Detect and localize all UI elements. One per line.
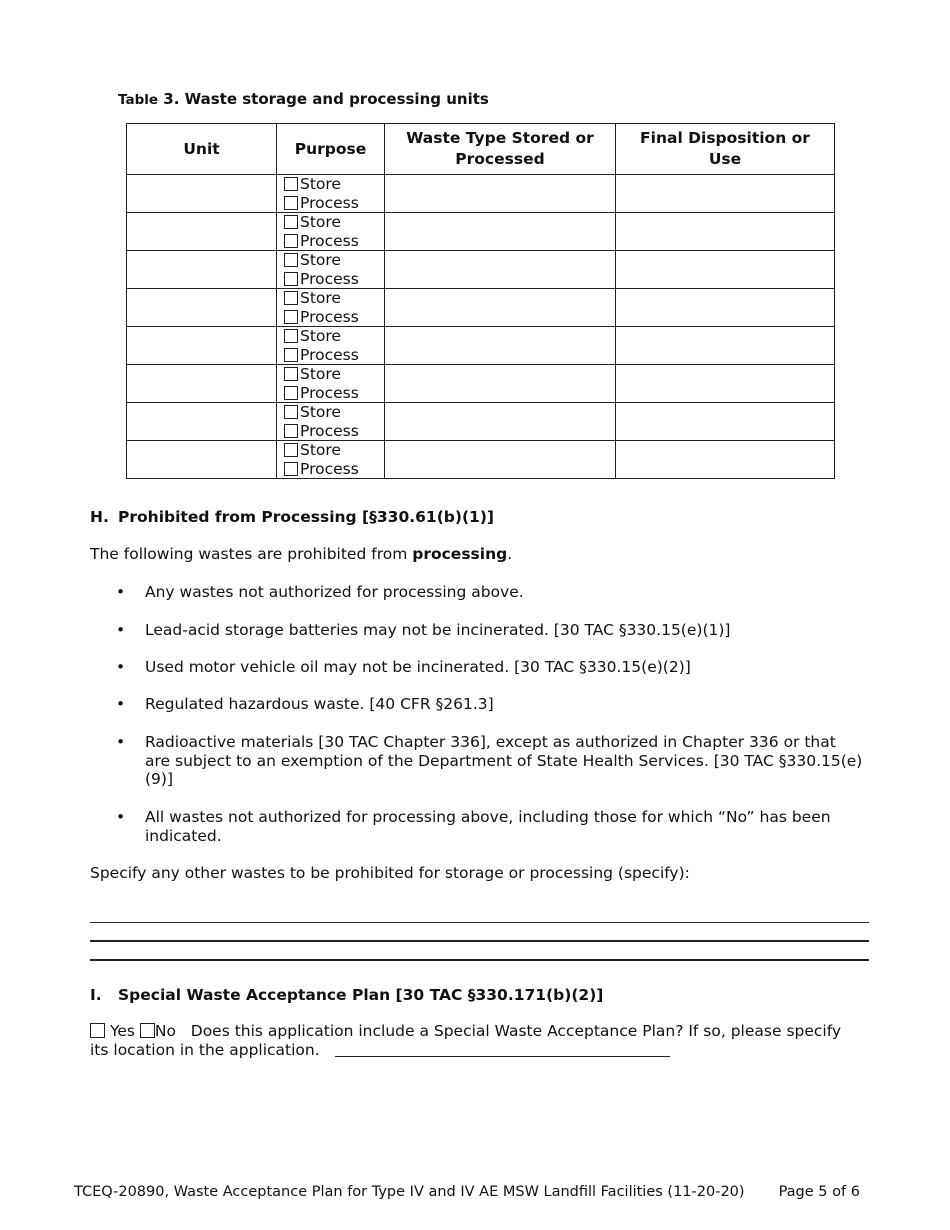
page-number: Page 5 of 6 (778, 1184, 860, 1200)
store-checkbox[interactable] (284, 405, 298, 419)
unit-cell[interactable] (127, 403, 277, 441)
page-footer (74, 1184, 860, 1200)
store-option[interactable] (277, 441, 384, 460)
header-waste-type: Waste Type Stored or Processed (385, 124, 616, 175)
section-i-title: Special Waste Acceptance Plan [30 TAC §330.171(b)(2)] (118, 986, 604, 1004)
waste-type-cell[interactable] (385, 441, 616, 479)
store-option[interactable] (277, 213, 384, 232)
store-option[interactable] (277, 251, 384, 270)
unit-cell[interactable] (127, 441, 277, 479)
table-row (127, 213, 835, 251)
process-label: Process (300, 421, 359, 440)
bullet-text: Regulated hazardous waste. [40 CFR §261.3] (145, 695, 494, 713)
table-header-row (127, 124, 835, 175)
table-body (127, 175, 835, 479)
final-disposition-cell[interactable] (616, 289, 835, 327)
process-label: Process (300, 345, 359, 364)
store-checkbox[interactable] (284, 253, 298, 267)
store-checkbox[interactable] (284, 329, 298, 343)
purpose-cell (277, 327, 385, 365)
store-option[interactable] (277, 327, 384, 346)
yes-checkbox[interactable] (90, 1023, 105, 1038)
section-i-heading (90, 986, 603, 1004)
purpose-cell (277, 365, 385, 403)
store-label: Store (300, 213, 341, 232)
write-in-line[interactable] (90, 922, 869, 923)
bullet-icon: • (116, 621, 126, 639)
bullet-text: Any wastes not authorized for processing above. (145, 583, 524, 601)
table-row (127, 251, 835, 289)
bullet-icon: • (116, 658, 126, 676)
process-label: Process (300, 193, 359, 212)
store-label: Store (300, 441, 341, 460)
waste-type-cell[interactable] (385, 327, 616, 365)
process-option[interactable] (277, 232, 384, 251)
process-option[interactable] (277, 346, 384, 365)
process-label: Process (300, 307, 359, 326)
intro-bold: processing (412, 545, 508, 563)
header-purpose: Purpose (277, 124, 385, 175)
process-checkbox[interactable] (284, 234, 298, 248)
unit-cell[interactable] (127, 365, 277, 403)
store-label: Store (300, 365, 341, 384)
bullet-text: Lead-acid storage batteries may not be incinerated. [30 TAC §330.15(e)(1)] (145, 621, 731, 639)
process-checkbox[interactable] (284, 386, 298, 400)
purpose-cell (277, 403, 385, 441)
final-disposition-cell[interactable] (616, 403, 835, 441)
write-in-line[interactable] (90, 959, 869, 961)
table-row (127, 175, 835, 213)
process-option[interactable] (277, 194, 384, 213)
table-row (127, 441, 835, 479)
special-waste-question (90, 1022, 860, 1060)
bullet-icon: • (116, 808, 126, 826)
intro-text: The following wastes are prohibited from (90, 545, 413, 563)
store-checkbox[interactable] (284, 291, 298, 305)
process-label: Process (300, 383, 359, 402)
final-disposition-cell[interactable] (616, 213, 835, 251)
unit-cell[interactable] (127, 289, 277, 327)
process-option[interactable] (277, 270, 384, 289)
question-text: Does this application include a Special Waste Acceptance Plan? If so, please specify its location in the application. (90, 1022, 842, 1059)
process-checkbox[interactable] (284, 310, 298, 324)
store-label: Store (300, 175, 341, 194)
process-option[interactable] (277, 422, 384, 441)
store-label: Store (300, 251, 341, 270)
store-checkbox[interactable] (284, 215, 298, 229)
table-row (127, 365, 835, 403)
section-h-title: Prohibited from Processing [§330.61(b)(1)] (118, 508, 494, 526)
store-checkbox[interactable] (284, 367, 298, 381)
header-final-disposition: Final Disposition or Use (616, 124, 835, 175)
bullet-text: Used motor vehicle oil may not be incinerated. [30 TAC §330.15(e)(2)] (145, 658, 691, 676)
table-row (127, 403, 835, 441)
write-in-line[interactable] (90, 940, 869, 942)
process-checkbox[interactable] (284, 196, 298, 210)
store-option[interactable] (277, 403, 384, 422)
caption-title: 3. Waste storage and processing units (163, 90, 489, 108)
process-checkbox[interactable] (284, 424, 298, 438)
specify-prompt: Specify any other wastes to be prohibited for storage or processing (specify): (90, 864, 690, 882)
store-checkbox[interactable] (284, 443, 298, 457)
bullet-text: Radioactive materials [30 TAC Chapter 336], except as authorized in Chapter 336 or that are subject to an exemption of the Department of State Health Services. [30 TAC §330.15(e)(9)] (145, 733, 863, 788)
no-label: No (154, 1022, 176, 1040)
process-checkbox[interactable] (284, 348, 298, 362)
final-disposition-cell[interactable] (616, 441, 835, 479)
purpose-cell (277, 251, 385, 289)
process-checkbox[interactable] (284, 462, 298, 476)
final-disposition-cell[interactable] (616, 327, 835, 365)
bullet-text: All wastes not authorized for processing above, including those for which “No” has been indicated. (145, 808, 831, 845)
final-disposition-cell[interactable] (616, 251, 835, 289)
intro-end: . (507, 545, 513, 563)
unit-cell[interactable] (127, 327, 277, 365)
process-label: Process (300, 231, 359, 250)
store-option[interactable] (277, 175, 384, 194)
footer-form-id: TCEQ-20890, Waste Acceptance Plan for Type IV and IV AE MSW Landfill Facilities (11-20-20) (74, 1184, 745, 1200)
store-option[interactable] (277, 365, 384, 384)
bullet-icon: • (116, 695, 126, 713)
store-option[interactable] (277, 289, 384, 308)
section-h-intro (90, 545, 512, 564)
process-option[interactable] (277, 384, 384, 403)
section-h-letter: H. (90, 508, 109, 526)
store-label: Store (300, 403, 341, 422)
waste-type-cell[interactable] (385, 365, 616, 403)
waste-type-cell[interactable] (385, 213, 616, 251)
table-row (127, 289, 835, 327)
waste-units-table (126, 123, 835, 479)
waste-type-cell[interactable] (385, 403, 616, 441)
section-i-letter: I. (90, 986, 102, 1004)
unit-cell[interactable] (127, 175, 277, 213)
store-label: Store (300, 289, 341, 308)
store-checkbox[interactable] (284, 177, 298, 191)
section-h-heading (90, 508, 494, 526)
table-row (127, 327, 835, 365)
final-disposition-cell[interactable] (616, 175, 835, 213)
final-disposition-cell[interactable] (616, 365, 835, 403)
purpose-cell (277, 289, 385, 327)
location-input[interactable] (335, 1042, 670, 1057)
purpose-cell (277, 213, 385, 251)
bullet-icon: • (116, 583, 126, 601)
unit-cell[interactable] (127, 213, 277, 251)
process-label: Process (300, 269, 359, 288)
process-option[interactable] (277, 460, 384, 479)
process-option[interactable] (277, 308, 384, 327)
waste-type-cell[interactable] (385, 175, 616, 213)
waste-type-cell[interactable] (385, 289, 616, 327)
store-label: Store (300, 327, 341, 346)
process-checkbox[interactable] (284, 272, 298, 286)
waste-type-cell[interactable] (385, 251, 616, 289)
no-checkbox[interactable] (140, 1023, 155, 1038)
process-label: Process (300, 459, 359, 478)
purpose-cell (277, 175, 385, 213)
header-unit: Unit (127, 124, 277, 175)
table-caption (118, 90, 489, 108)
caption-prefix: Table (118, 92, 159, 108)
yes-label: Yes (109, 1022, 135, 1040)
unit-cell[interactable] (127, 251, 277, 289)
purpose-cell (277, 441, 385, 479)
bullet-icon: • (116, 733, 126, 751)
